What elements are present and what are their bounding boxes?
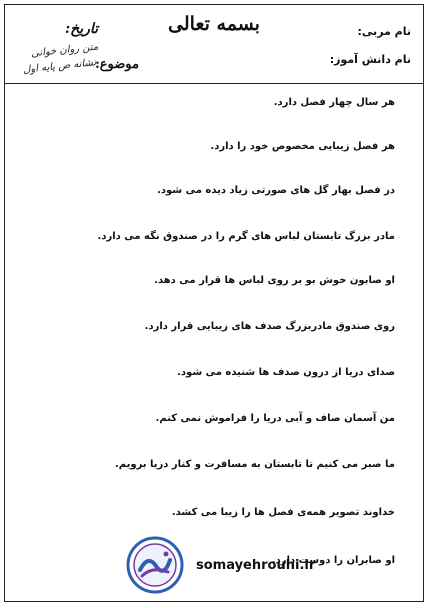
- sentence-line: مادر بزرگ تابستان لباس های گرم را در صندوق نگه می دارد.: [97, 231, 395, 242]
- page-title: بسمه تعالی: [168, 13, 260, 35]
- sentence-line: او صابون خوش بو بر روی لباس ها قرار می دهد.: [154, 275, 395, 286]
- sentence-line: من آسمان صاف و آبی دریا را فراموش نمی کنم.: [155, 413, 395, 424]
- subject-handwritten-line-1: متن روان خوانی: [30, 41, 99, 60]
- worksheet-header: [5, 5, 423, 84]
- worksheet-frame: [4, 4, 424, 602]
- teacher-name-label: نام مربی:: [357, 25, 411, 38]
- sentence-line: خداوند تصویر همه‌ی فصل ها را زیبا می کشد.: [171, 507, 395, 518]
- subject-handwritten-line-2: نشانه ص پایه اول: [22, 57, 97, 76]
- sentence-line: ما صبر می کنیم تا تابستان به مسافرت و کنار دریا برویم.: [114, 459, 395, 470]
- website-url[interactable]: somayehrouhi.ir: [196, 558, 316, 573]
- sentence-line: روی صندوق مادربزرگ صدف های زیبایی قرار دارد.: [144, 321, 395, 332]
- subject-label: موضوع:: [95, 57, 139, 72]
- sentence-line: در فصل بهار گل های صورتی زیاد دیده می شود.: [157, 185, 395, 196]
- sentence-line: هر سال چهار فصل دارد.: [273, 97, 395, 108]
- brand-logo: [126, 536, 184, 594]
- date-label: تاریخ:: [65, 21, 99, 37]
- sentence-line: او صابران را دوست دارد.: [271, 555, 395, 566]
- sentence-line: صدای دریا از درون صدف ها شنیده می شود.: [177, 367, 395, 378]
- student-name-label: نام دانش آموز:: [329, 53, 411, 66]
- sentence-line: هر فصل زیبایی مخصوص خود را دارد.: [210, 141, 395, 152]
